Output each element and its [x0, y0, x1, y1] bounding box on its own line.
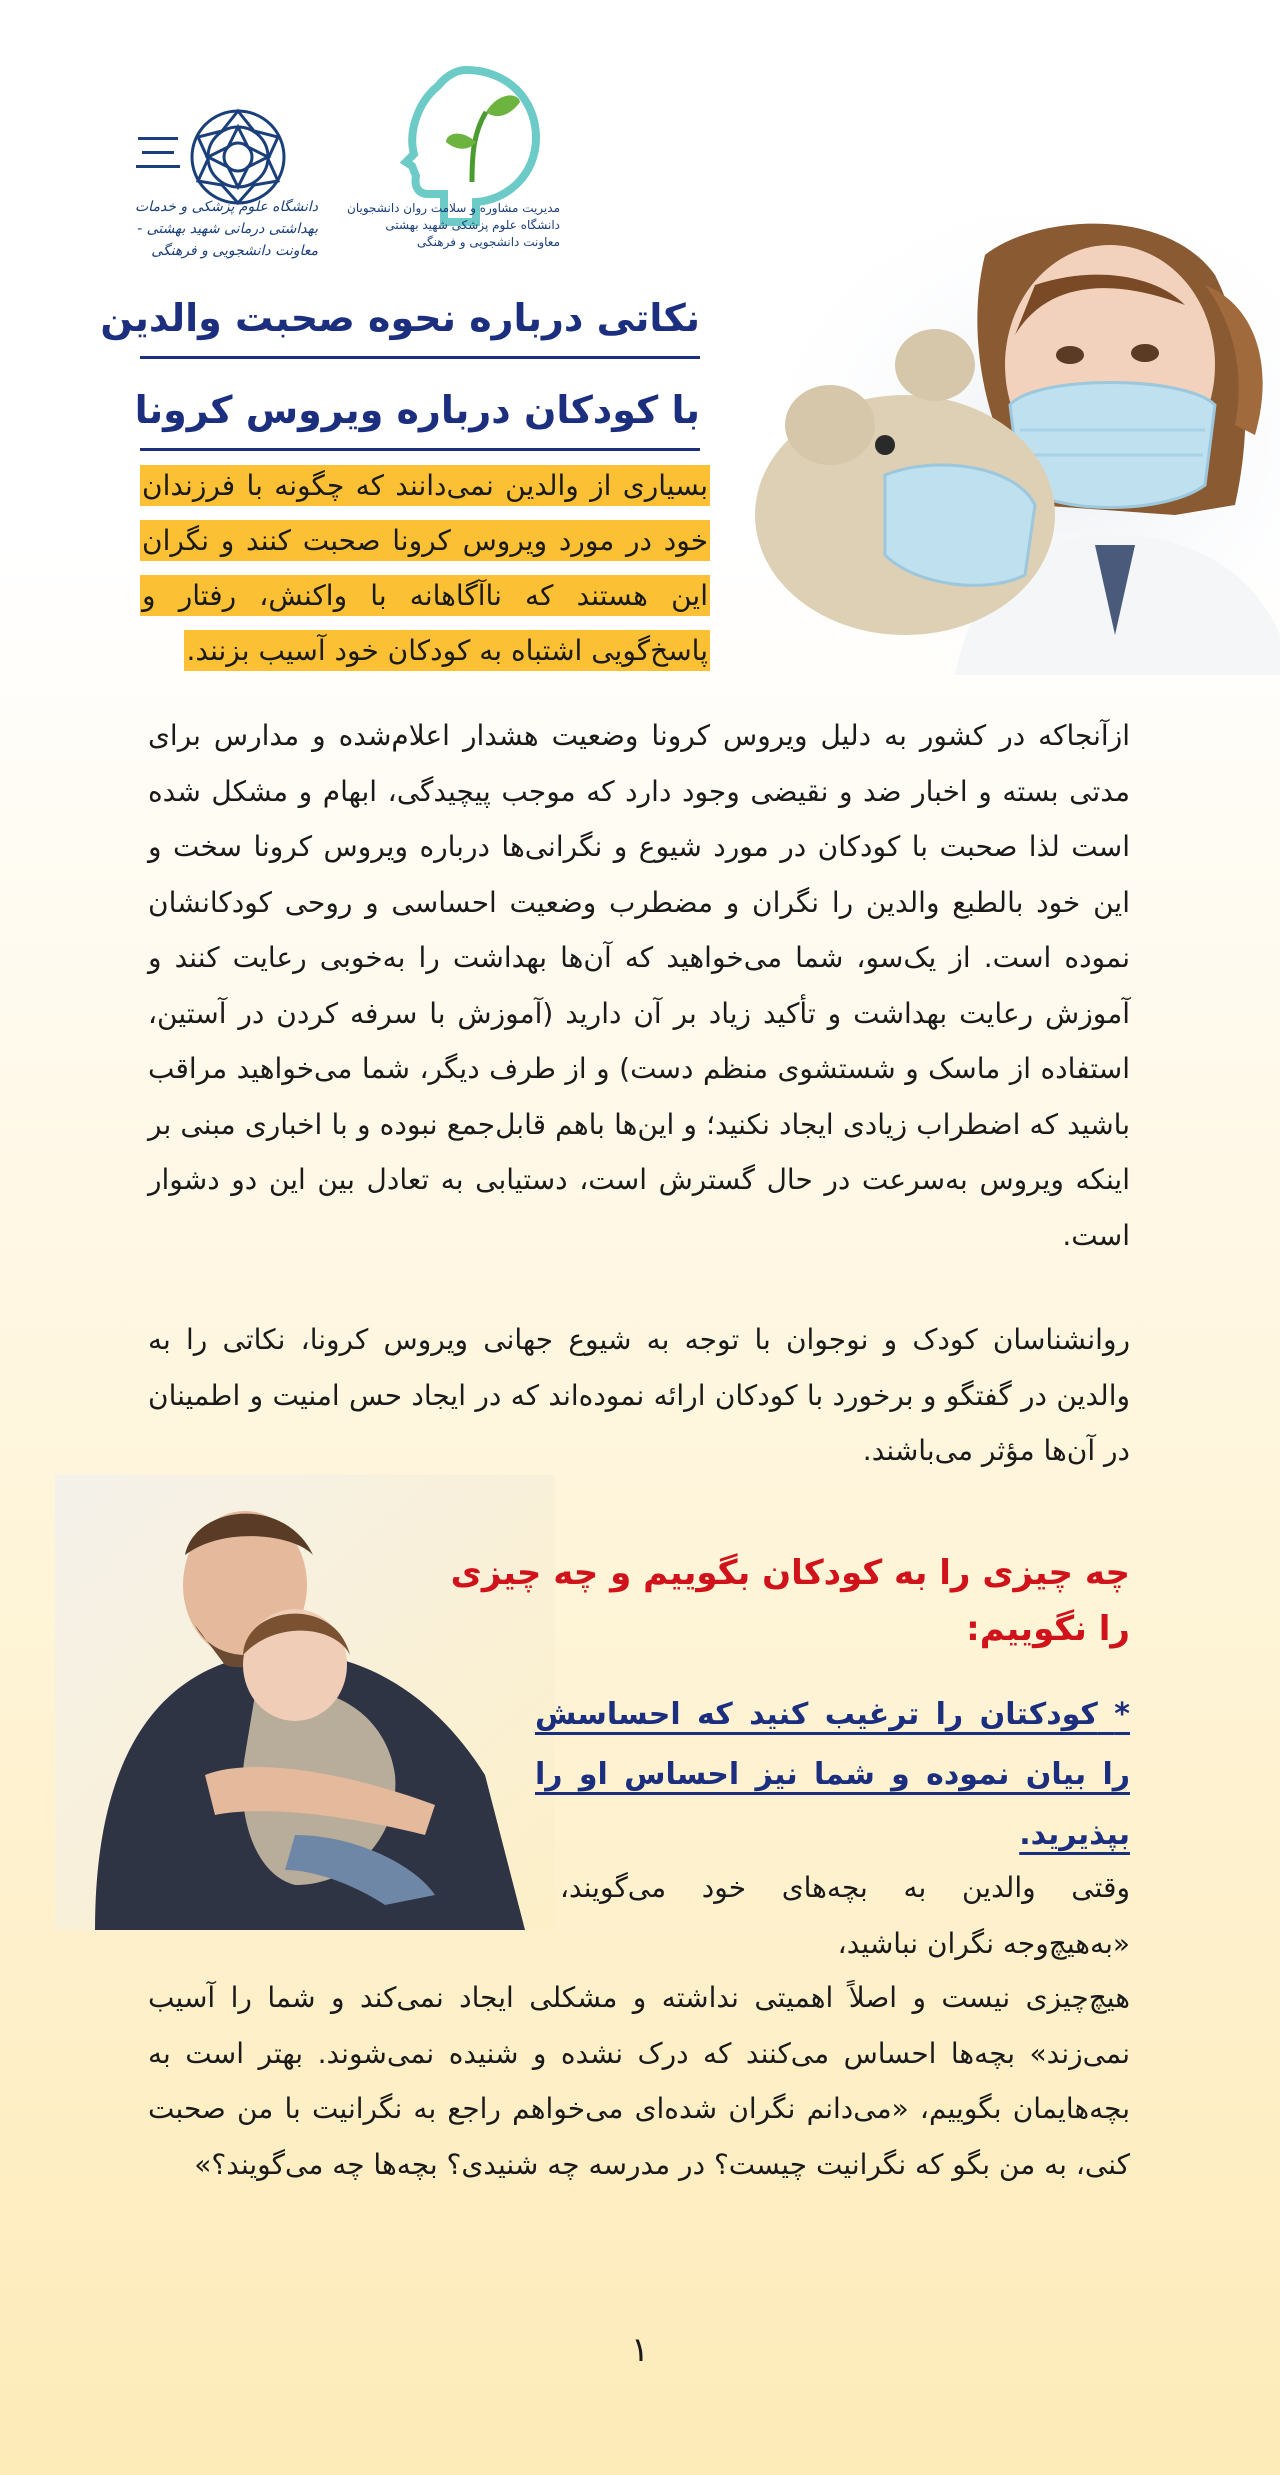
- body-paragraph-2: روانشناسان کودک و نوجوان با توجه به شیوع جهانی ویروس کرونا، نکاتی را به والدین در گفتگو و برخورد با کودکان ارائه نموده‌اند که در ایجاد حس امنیت و اطمینان در آن‌ها مؤثر می‌باشند.: [148, 1323, 1130, 1467]
- intro-highlighted-paragraph: [140, 458, 710, 678]
- title-underline-1: [140, 356, 700, 359]
- section-heading: چه چیزی را به کودکان بگوییم و چه چیزی را نگوییم:: [450, 1553, 1130, 1649]
- tip-text: [535, 1685, 1130, 1865]
- caption-line-2: دانشگاه علوم پزشکی شهید بهشتی: [385, 218, 560, 232]
- father-hugging-son-photo: [55, 1475, 555, 1930]
- body-paragraph-1: ازآنجاکه در کشور به دلیل ویروس کرونا وضعیت هشدار اعلام‌شده و مدارس برای مدتی بسته و اخبار ضد و نقیضی وجود دارد که موجب پیچیدگی، ابهام و مشکل شده است لذا صحبت با کودکان در مورد شیوع و نگرانی‌ها درباره ویروس کرونا سخت و این خود بالطبع والدین را نگران و مضطرب وضعیت احساسی و روحی کودکانشان نموده است. از یک‌سو، شما می‌خواهید که آن‌ها بهداشت را به‌خوبی رعایت کنند و آموزش رعایت بهداشت و تأکید زیاد بر آن دارید (آموزش با سرفه کردن در آستین، استفاده از ماسک و شستشوی منظم دست) و از طرف دیگر، شما می‌خواهید مراقب باشید که اضطراب زیادی ایجاد نکنید؛ و این‌ها باهم قابل‌جمع نبوده و با اخباری مبنی بر اینکه ویروس به‌سرعت در حال گسترش است، دستیابی به تعادل بین این دو دشوار است.: [148, 719, 1130, 1252]
- counseling-center-caption: [345, 200, 560, 251]
- caption-line-3: معاونت دانشجویی و فرهنگی: [417, 235, 560, 249]
- section-paragraph-start: وقتی والدین به بچه‌های خود می‌گویند، «به‌هیچ‌وجه نگران نباشید،: [560, 1871, 1130, 1960]
- title-underline-2: [140, 448, 700, 451]
- section-paragraph-continued: هیچ‌چیزی نیست و اصلاً اهمیتی نداشته و مشکلی ایجاد نمی‌کند و شما را آسیب نمی‌زند» بچه‌ها احساس می‌کنند که درک نشده و شنیده نمی‌شوند. بهتر است به بچه‌هایمان بگوییم، «می‌دانم نگران شده‌ای می‌خواهم راجع به نگرانیت با من صحبت کنی، به من بگو که نگرانیت چیست؟ در مدرسه چه شنیدی؟ بچه‌ها چه می‌گویند؟»: [148, 1981, 1130, 2181]
- page-number: ۱: [630, 2330, 650, 2370]
- page-title-line-1: نکاتی درباره نحوه صحبت والدین: [100, 296, 700, 340]
- intro-highlight-text: بسیاری از والدین نمی‌دانند که چگونه با فرزندان خود در مورد ویروس کرونا صحبت کنند و نگران این هستند که ناآگاهانه با واکنش، رفتار و پاسخ‌گویی اشتباه به کودکان خود آسیب بزنند.: [140, 465, 710, 671]
- caption-line-1: مدیریت مشاوره و سلامت روان دانشجویان: [347, 201, 560, 215]
- university-seal-caption: دانشگاه علوم پزشکی و خدمات بهداشتی درمانی شهید بهشتی - معاونت دانشجویی و فرهنگی: [135, 199, 318, 259]
- sbmu-seal-icon: [192, 111, 284, 203]
- page-title-line-2: با کودکان درباره ویروس کرونا: [134, 388, 700, 432]
- tip-body: کودکتان را ترغیب کنید که احساسش را بیان نموده و شما نیز احساس او را بپذیرید.: [535, 1697, 1130, 1852]
- tip-marker: *: [1114, 1697, 1130, 1732]
- girl-with-mask-photo: [735, 215, 1280, 675]
